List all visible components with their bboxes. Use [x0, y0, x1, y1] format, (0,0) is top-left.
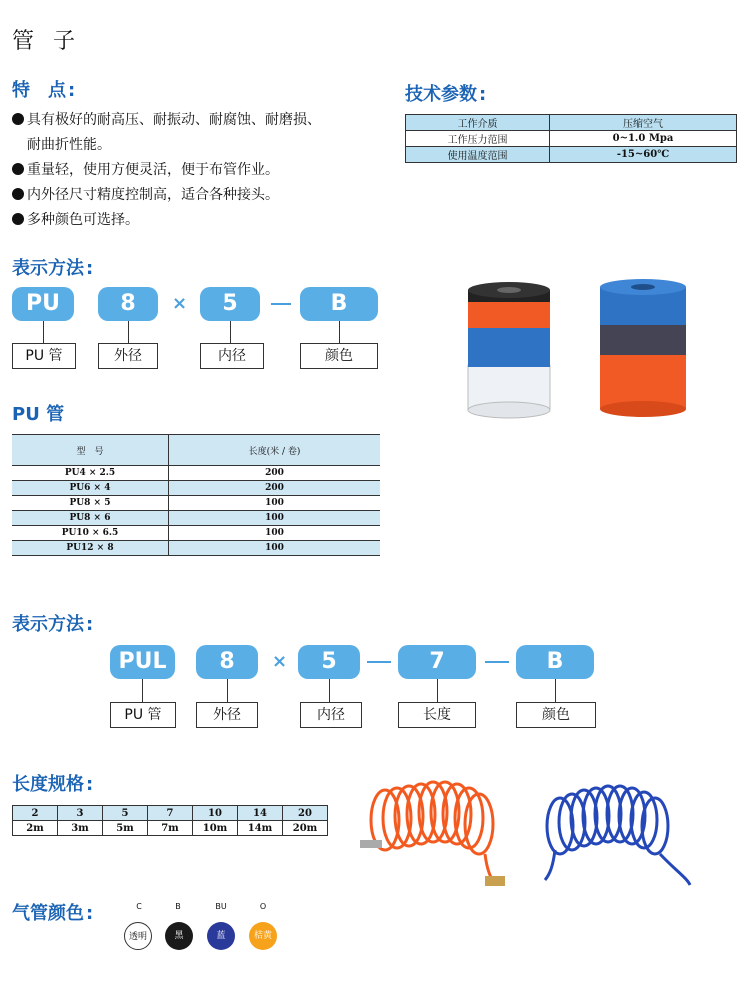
- page-title: 管 子: [12, 29, 81, 54]
- connector-line: [142, 679, 143, 702]
- label-pu: PU 管: [12, 343, 76, 369]
- color-swatch-transparent: 透明: [124, 922, 152, 950]
- notation1-heading: 表示方法 :: [12, 258, 94, 279]
- feature-item: 多种颜色可选择。: [12, 208, 392, 233]
- color-code-o: O: [259, 902, 267, 911]
- dash-symbol: [271, 303, 291, 305]
- color-swatch-orange: 桔黄: [249, 922, 277, 950]
- pu-table: [12, 434, 380, 556]
- features-heading: [12, 76, 75, 102]
- tech-row: 工作压力范围 0~1.0 Mpa: [406, 131, 737, 147]
- feature-item: 内外径尺寸精度控制高，适合各种接头。: [12, 183, 392, 208]
- pu-table-heading: PU 管: [12, 404, 65, 425]
- connector-line: [339, 321, 340, 343]
- color-code-b: B: [175, 902, 181, 911]
- features-heading-text: 特 点: [12, 80, 66, 101]
- dash-symbol: [485, 661, 509, 663]
- feature-item: 具有极好的耐高压、耐振动、耐腐蚀、耐磨损、: [12, 108, 392, 133]
- features-list: [12, 108, 392, 233]
- bullet-icon: [12, 163, 24, 175]
- code-pill-pu: PU: [12, 287, 74, 321]
- connector-line: [555, 679, 556, 702]
- code-pill-outer: 8: [98, 287, 158, 321]
- feature-item-cont: 耐曲折性能。: [27, 137, 111, 153]
- label-pu: PU 管: [110, 702, 176, 728]
- bullet-icon: [12, 213, 24, 225]
- connector-line: [437, 679, 438, 702]
- color-swatch-blue: 蓝: [207, 922, 235, 950]
- feature-item: 重量轻，使用方便灵活，便于布管作业。: [12, 158, 392, 183]
- code-pill-outer: 8: [196, 645, 258, 679]
- code-pill-inner: 5: [200, 287, 260, 321]
- table-header-row: 型 号 长度(米 / 卷): [12, 435, 380, 466]
- tech-table: [405, 114, 737, 163]
- tech-row: 使用温度范围 -15~60℃: [406, 147, 737, 163]
- label-outer: 外径: [196, 702, 258, 728]
- connector-line: [329, 679, 330, 702]
- label-color: 颜色: [516, 702, 596, 728]
- code-pill-inner: 5: [298, 645, 360, 679]
- length-code-row: 2 3 5 7 10 14 20: [13, 806, 328, 821]
- features-colon: :: [68, 80, 76, 101]
- bullet-icon: [12, 188, 24, 200]
- table-row: PU12 × 8 100: [12, 541, 380, 556]
- coil-hoses-image: [355, 770, 735, 900]
- table-row: PU8 × 6 100: [12, 511, 380, 526]
- times-symbol: ×: [172, 293, 188, 314]
- code-pill-color: B: [300, 287, 378, 321]
- label-inner: 内径: [200, 343, 264, 369]
- code-pill-color: B: [516, 645, 594, 679]
- label-outer: 外径: [98, 343, 158, 369]
- length-value-row: 2m 3m 5m 7m 10m 14m 20m: [13, 821, 328, 836]
- connector-line: [227, 679, 228, 702]
- label-inner: 内径: [300, 702, 362, 728]
- length-table: [12, 805, 328, 836]
- times-symbol: ×: [272, 651, 288, 672]
- tube-spools-image: [455, 275, 715, 425]
- bullet-icon: [12, 113, 24, 125]
- table-row: PU4 × 2.5 200: [12, 466, 380, 481]
- code-pill-length: 7: [398, 645, 476, 679]
- length-heading: 长度规格 :: [12, 774, 94, 795]
- connector-line: [128, 321, 129, 343]
- colors-heading: 气管颜色 :: [12, 903, 94, 924]
- code-pill-pul: PUL: [110, 645, 175, 679]
- tech-heading: 技术参数 :: [405, 84, 487, 105]
- dash-symbol: [367, 661, 391, 663]
- table-row: PU8 × 5 100: [12, 496, 380, 511]
- table-row: PU6 × 4 200: [12, 481, 380, 496]
- connector-line: [230, 321, 231, 343]
- color-code-bu: BU: [215, 902, 227, 911]
- notation2-heading: 表示方法 :: [12, 614, 94, 635]
- label-color: 颜色: [300, 343, 378, 369]
- connector-line: [43, 321, 44, 343]
- color-swatch-black: 黑: [165, 922, 193, 950]
- table-row: PU10 × 6.5 100: [12, 526, 380, 541]
- color-code-c: C: [136, 902, 142, 911]
- tech-row: 工作介质 压缩空气: [406, 115, 737, 131]
- label-length: 长度: [398, 702, 476, 728]
